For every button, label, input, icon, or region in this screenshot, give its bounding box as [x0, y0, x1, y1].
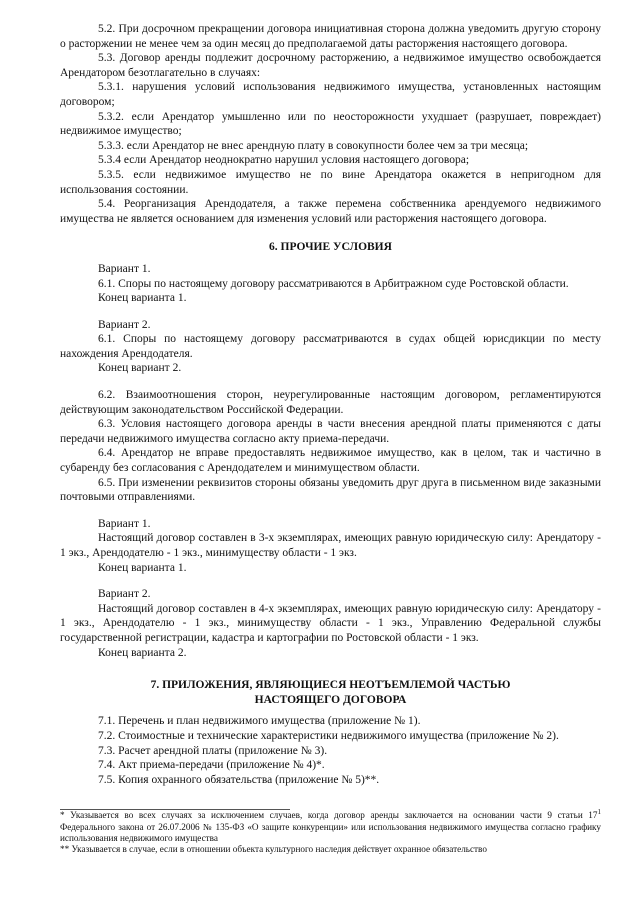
footnote-1-superscript: 1 [597, 808, 601, 817]
appendix-item: 7.1. Перечень и план недвижимого имущества (приложение № 1). [98, 715, 421, 728]
copies-variant-2-text: Настоящий договор составлен в 4-х экземплярах, имеющих равную юридическую силу: Арендатору - 1 экз., Арендодателю - 1 экз., минимуществу области - 1 экз., Управлению Федеральной службы государственной регистрации, кадастра и картографии по Ростовской области - 1 экз. [60, 602, 601, 644]
clause-5-3-4: 5.3.4 если Арендатор неоднократно нарушил условия настоящего договора; [98, 154, 470, 167]
appendix-item: 7.3. Расчет арендной платы (приложение № 3). [98, 744, 328, 757]
section-7-title-line-1: 7. ПРИЛОЖЕНИЯ, ЯВЛЯЮЩИЕСЯ НЕОТЪЕМЛЕМОЙ ЧАСТЬЮ [150, 679, 511, 692]
section-6-title: 6. ПРОЧИЕ УСЛОВИЯ [269, 241, 392, 254]
copies-variant-1-text: Настоящий договор составлен в 3-х экземплярах, имеющих равную юридическую силу: Арендатору - 1 экз., Арендодателю - 1 экз., минимуществу области - 1 экз. [60, 532, 601, 559]
clause-5-3-5: 5.3.5. если недвижимое имущество не по вине Арендатора окажется в непригодном для использования состоянии. [60, 168, 601, 196]
copies-variant-1-label: Вариант 1. [98, 517, 151, 530]
document-page [60, 22, 601, 855]
section-6-variant-1-end: Конец варианта 1. [98, 292, 187, 305]
clause-6-2: 6.2. Взаимоотношения сторон, неурегулированные настоящим договором, регламентируются действующим законодательством Российской Федерации. [60, 389, 601, 416]
copies-variant-1-end: Конец варианта 1. [98, 561, 187, 574]
section-6-variant-2-label: Вариант 2. [98, 318, 151, 331]
footnote-1 [60, 810, 601, 844]
appendix-item: 7.2. Стоимостные и технические характеристики недвижимого имущества (приложение № 2). [98, 729, 559, 742]
copies-variant-2-end: Конец варианта 2. [98, 646, 187, 659]
section-6-variant-1-label: Вариант 1. [98, 262, 151, 275]
clause-5-3-2: 5.3.2. если Арендатор умышленно или по неосторожности ухудшает (разрушает, повреждает) недвижимое имущество; [60, 110, 601, 138]
clause-6-1-variant-2: 6.1. Споры по настоящему договору рассматриваются в судах общей юрисдикции по месту нахождения Арендодателя. [60, 333, 601, 360]
section-7-title-line-2: НАСТОЯЩЕГО ДОГОВОРА [254, 693, 407, 706]
clause-5-2: 5.2. При досрочном прекращении договора инициативная сторона должна уведомить другую сторону о расторжении не менее чем за один месяц до предполагаемой даты расторжения настоящего договора. [60, 23, 601, 50]
footnotes [60, 810, 601, 855]
clause-5-3-3: 5.3.3. если Арендатор не внес арендную плату в совокупности более чем за три месяца; [98, 139, 529, 152]
clause-5-4: 5.4. Реорганизация Арендодателя, а также перемена собственника арендуемого недвижимого имущества не является основанием для изменения условий или расторжения настоящего договора. [60, 198, 601, 225]
appendix-list [60, 714, 601, 787]
termination-clauses [60, 22, 601, 226]
appendix-item: 7.4. Акт приема-передачи (приложение № 4)*. [98, 759, 325, 772]
copies-variant-2-label: Вариант 2. [98, 588, 151, 601]
section-6-variant-2-end: Конец вариант 2. [98, 362, 182, 375]
footnote-2: ** Указывается в случае, если в отношении объекта культурного наследия действует охранное обязательство [60, 843, 487, 854]
clause-6-5: 6.5. При изменении реквизитов стороны обязаны уведомить друг друга в письменном виде заказными почтовыми отправлениями. [60, 476, 601, 504]
clause-5-3-1: 5.3.1. нарушения условий использования недвижимого имущества, установленных настоящим договором; [60, 81, 601, 108]
clause-6-4: 6.4. Арендатор не вправе предоставлять недвижимое имущество, как в целом, так и частично в субаренду без согласования с Арендодателем и минимуществом области. [60, 447, 601, 475]
footnote-1-text-b: Федерального закона от 26.07.2006 № 135-ФЗ «О защите конкуренции» или использования недвижимого имущества согласно графику использования недвижимого имущества [60, 821, 601, 843]
appendix-item: 7.5. Копия охранного обязательства (приложение № 5)**. [98, 773, 380, 786]
clause-5-3: 5.3. Договор аренды подлежит досрочному расторжению, а недвижимое имущество освобождается Арендатором безотлагательно в случаях: [60, 52, 601, 79]
clause-6-1-variant-1: 6.1. Споры по настоящему договору рассматриваются в Арбитражном суде Ростовской области. [98, 277, 569, 290]
clause-6-3: 6.3. Условия настоящего договора аренды в части внесения арендной платы применяются с даты передачи недвижимого имущества согласно акту приема-передачи. [60, 418, 601, 445]
footnote-1-text-a: * Указывается во всех случаях за исключением случаев, когда договор аренды заключается на основании части 9 статьи 17 [60, 810, 598, 821]
